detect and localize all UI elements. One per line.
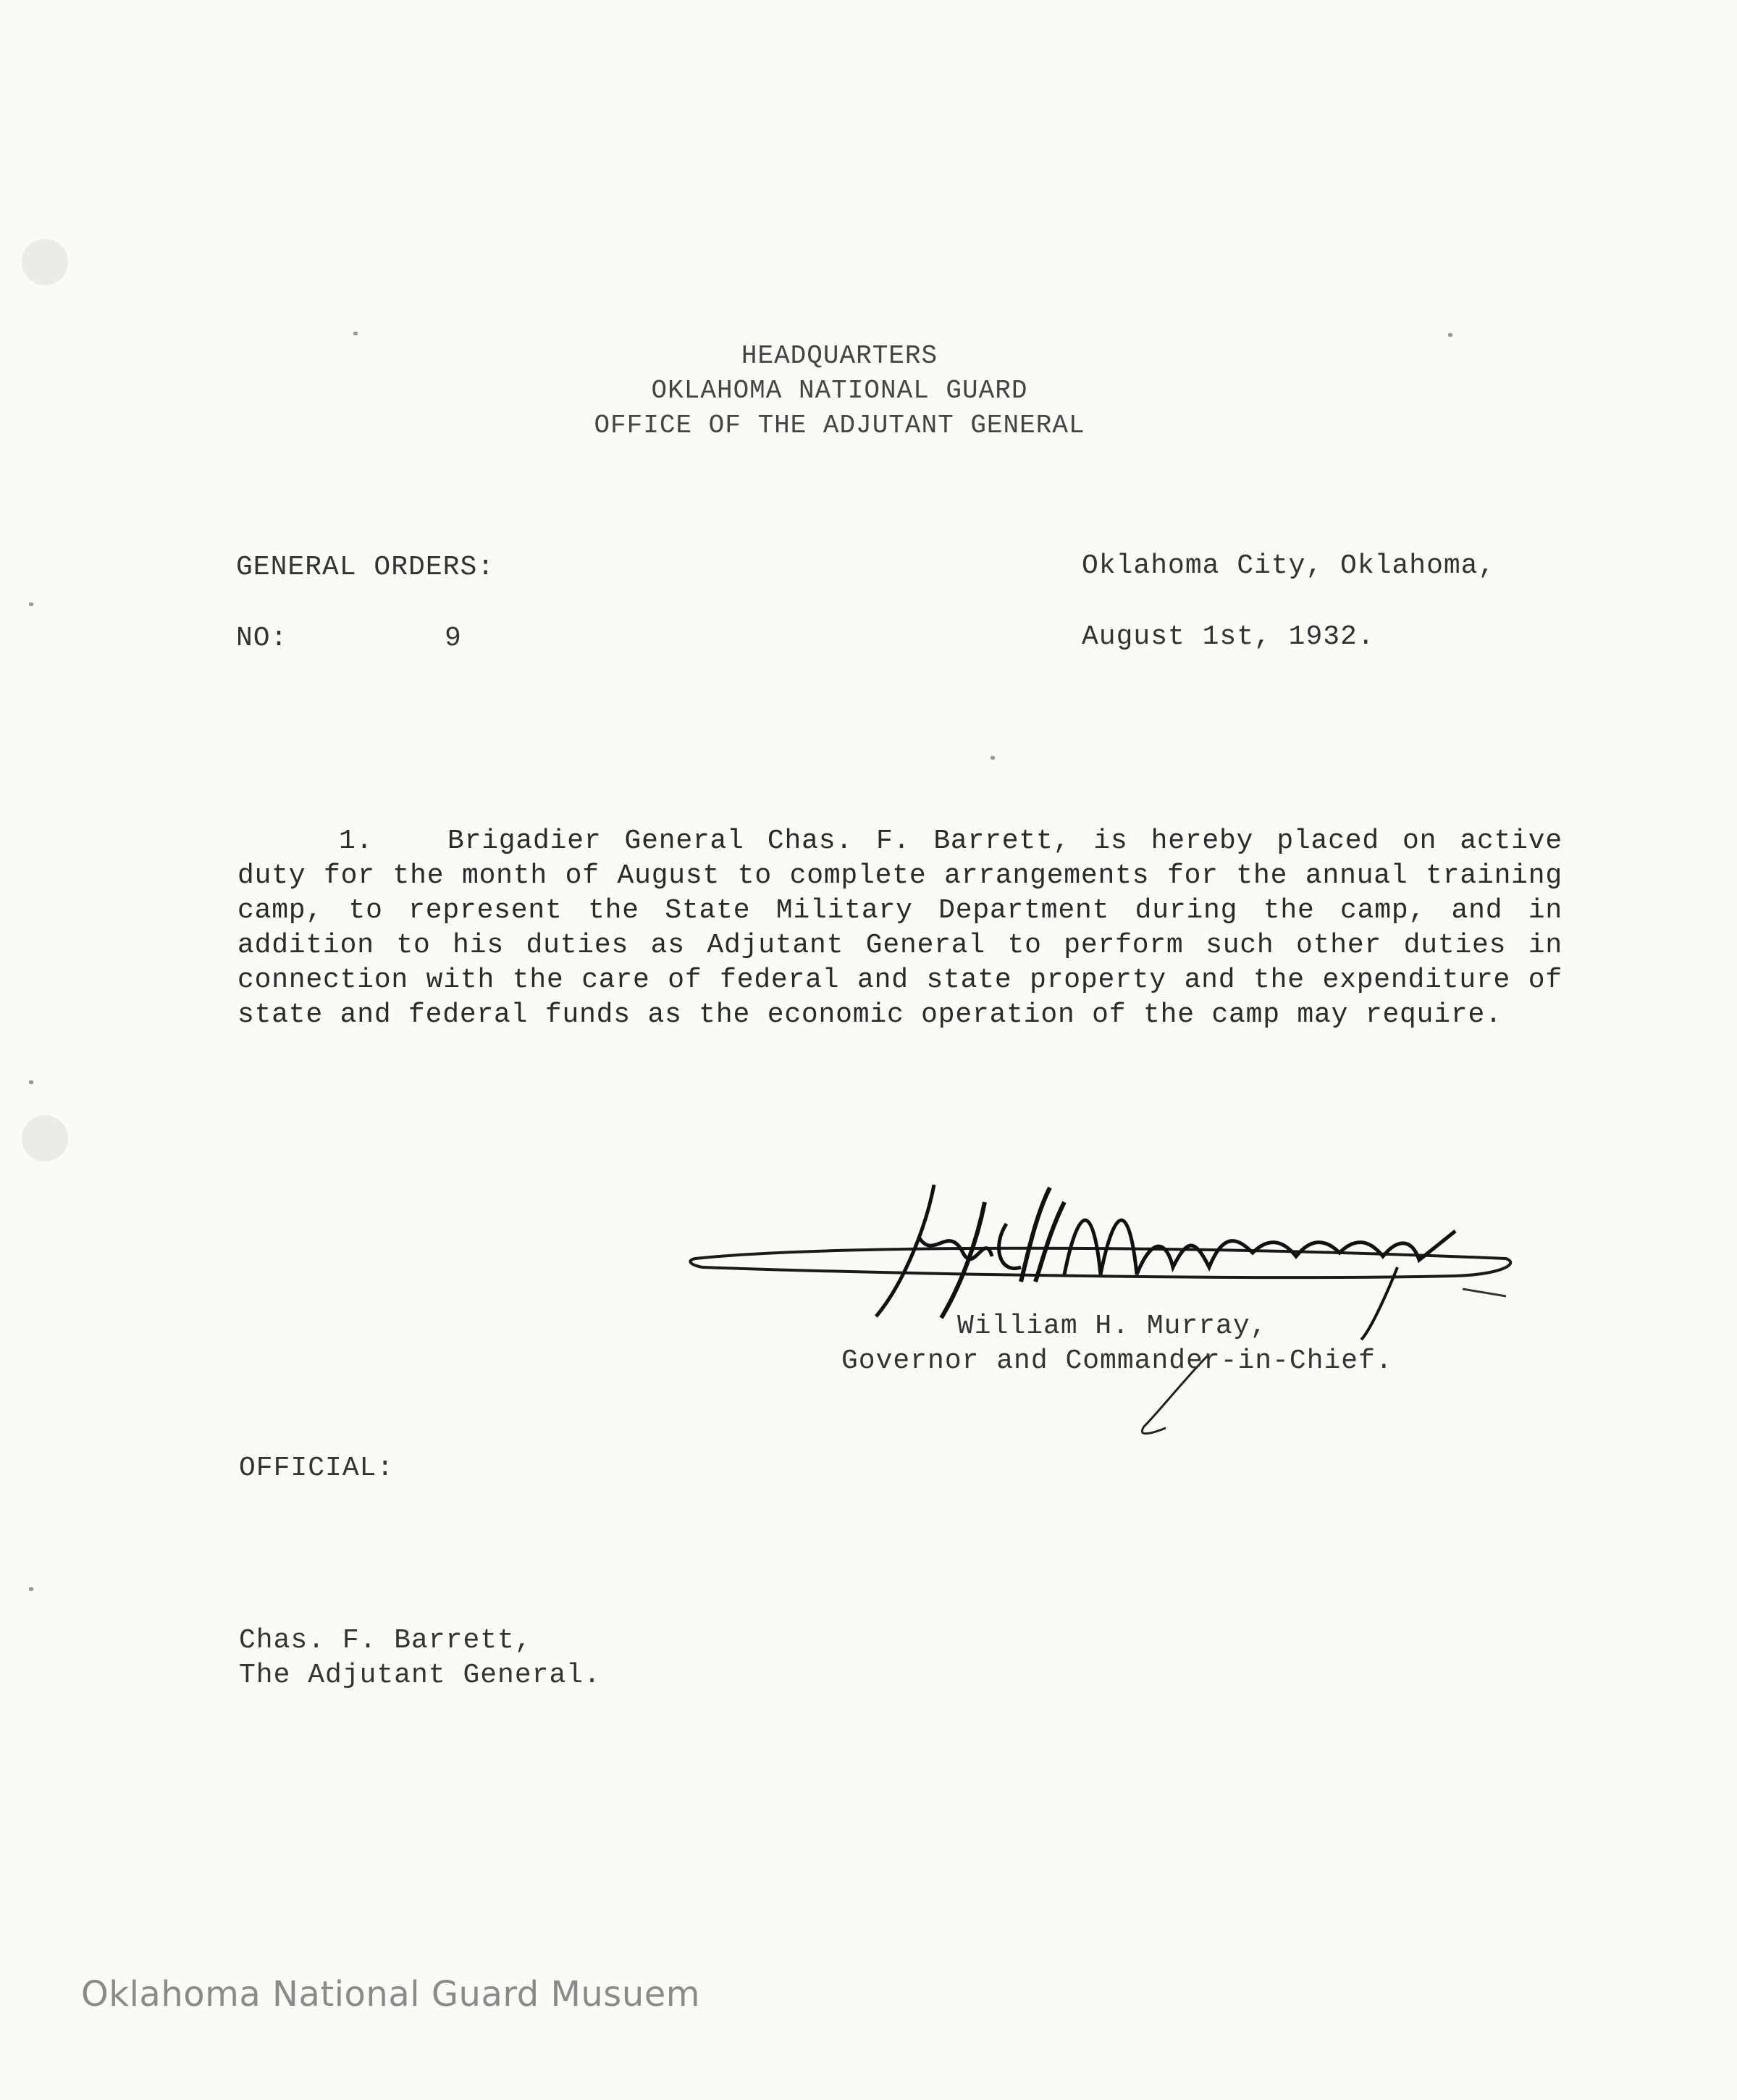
governor-signature — [688, 1159, 1542, 1448]
paragraph-number: 1. — [339, 826, 374, 857]
order-number: 9 — [445, 623, 462, 654]
official-name: Chas. F. Barrett, — [239, 1625, 532, 1656]
order-number-label: NO: — [236, 623, 288, 654]
letterhead — [0, 339, 1737, 443]
paper-speck — [29, 602, 33, 606]
paper-speck — [1448, 333, 1452, 337]
punch-hole — [22, 1115, 68, 1162]
paper-speck — [991, 756, 995, 760]
letterhead-line-2: OKLAHOMA NATIONAL GUARD — [651, 376, 1028, 406]
letterhead-line-1: HEADQUARTERS — [741, 341, 938, 371]
date: August 1st, 1932. — [1082, 621, 1375, 652]
paper-speck — [29, 1587, 33, 1591]
museum-watermark: Oklahoma National Guard Musuem — [81, 1974, 701, 2015]
paragraph-text: Brigadier General Chas. F. Barrett, is hereby placed on active duty for the month of August to complete arrangements for the annual training camp, to represent the State Military Department during the camp, and in addition to his duties as Adjutant General to perform such other duties in connection with the care of federal and state property and the expenditure of state and federal funds as the economic operation of the camp may require. — [237, 826, 1563, 1030]
order-paragraph — [237, 824, 1563, 1033]
signatory-name: William H. Murray, — [957, 1311, 1268, 1342]
paper-speck — [29, 1080, 33, 1084]
paper-speck — [353, 332, 358, 335]
location: Oklahoma City, Oklahoma, — [1082, 550, 1496, 581]
general-orders-label: GENERAL ORDERS: — [236, 552, 495, 583]
punch-hole — [22, 239, 68, 285]
official-label: OFFICIAL: — [239, 1453, 395, 1484]
letterhead-line-3: OFFICE OF THE ADJUTANT GENERAL — [594, 411, 1085, 440]
signatory-title: Governor and Commander-in-Chief. — [841, 1345, 1393, 1377]
signature-text: Wm H. Murray — [695, 1180, 701, 1181]
official-title: The Adjutant General. — [239, 1660, 601, 1691]
